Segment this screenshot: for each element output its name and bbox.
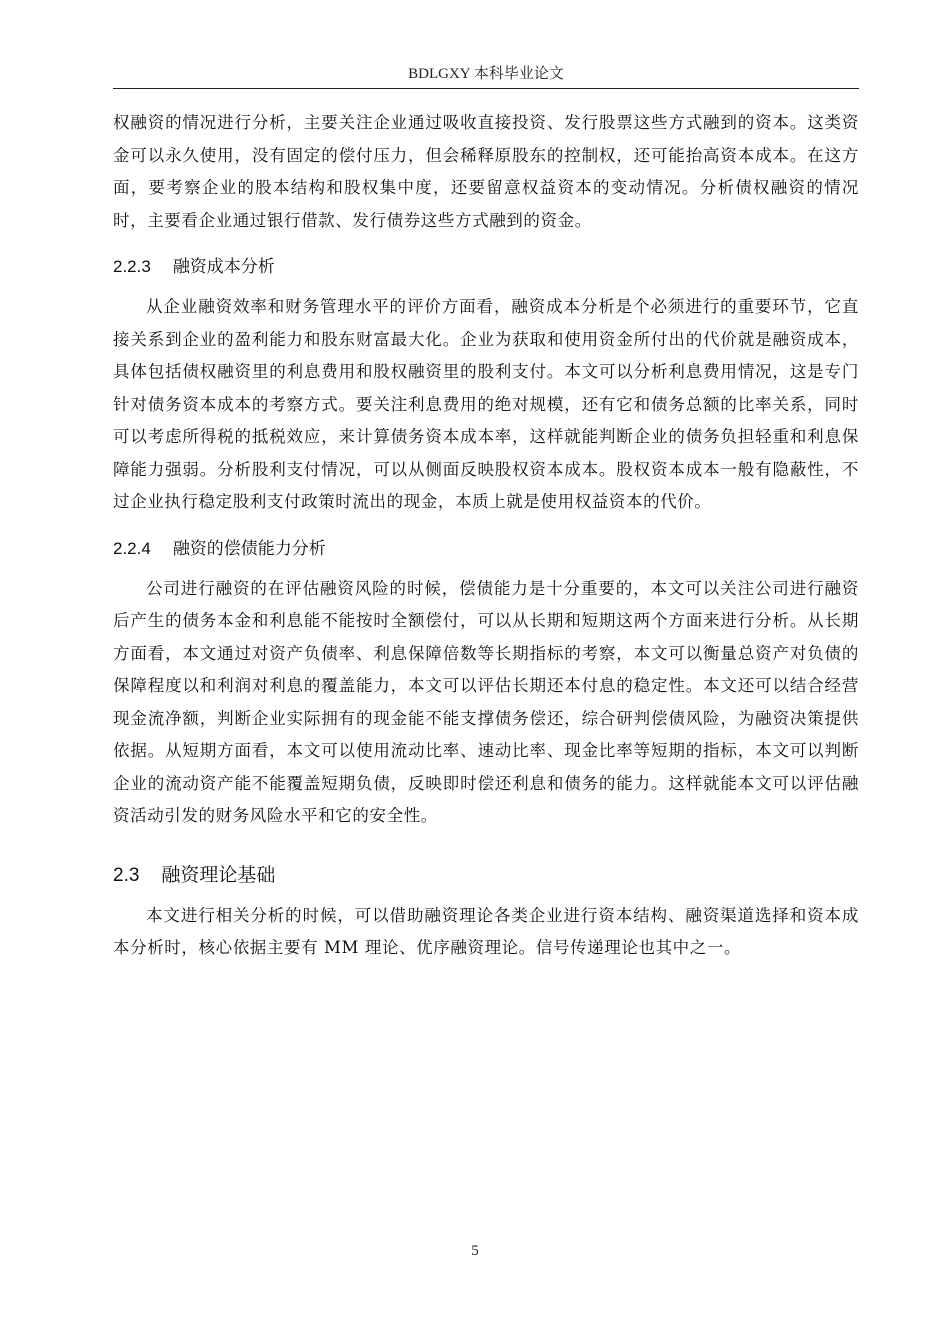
intro-paragraph: 权融资的情况进行分析，主要关注企业通过吸收直接投资、发行股票这些方式融到的资本。这类资金可以永久使用，没有固定的偿付压力，但会稀释原股东的控制权，还可能抬高资本成本。在这方面，要考察企业的股本结构和股权集中度，还要留意权益资本的变动情况。分析债权融资的情况时，主要看企业通过银行借款、发行债券这些方式融到的资金。 [113,113,859,230]
section-2-3-paragraph: 本文进行相关分析的时候，可以借助融资理论各类企业进行资本结构、融资渠道选择和资本成本分析时，核心依据主要有 MM 理论、优序融资理论。信号传递理论也其中之一。 [113,905,859,957]
section-2-2-4-paragraph: 公司进行融资的在评估融资风险的时候，偿债能力是十分重要的，本文可以关注公司进行融资后产生的债务本金和利息能不能按时全额偿付，可以从长期和短期这两个方面来进行分析。从长期方面看，本文通过对资产负债率、利息保障倍数等长期指标的考察，本文可以衡量总资产对负债的保障程度以和利润对利息的覆盖能力，本文可以评估长期还本付息的稳定性。本文还可以结合经营现金流净额，判断企业实际拥有的现金能不能支撑债务偿还，综合研判偿债风险，为融资决策提供依据。从短期方面看，本文可以使用流动比率、速动比率、现金比率等短期的指标，本文可以判断企业的流动资产能不能覆盖短期负债，反映即时偿还利息和债务的能力。这样就能本文可以评估融资活动引发的财务风险水平和它的安全性。 [113,578,859,825]
section-title: 融资成本分析 [172,257,275,277]
section-2-2-3-paragraph: 从企业融资效率和财务管理水平的评价方面看，融资成本分析是个必须进行的重要环节，它直接关系到企业的盈利能力和股东财富最大化。企业为获取和使用资金所付出的代价就是融资成本，具体包括债权融资里的利息费用和股权融资里的股利支付。本文可以分析利息费用情况，这是专门针对债务资本成本的考察方式。要关注利息费用的绝对规模，还有它和债务总额的比率关系，同时可以考虑所得税的抵税效应，来计算债务资本成本率，这样就能判断企业的债务负担轻重和利息保障能力强弱。分析股利支付情况，可以从侧面反映股权资本成本。股权资本成本一般有隐蔽性，不过企业执行稳定股利支付政策时流出的现金，本质上就是使用权益资本的代价。 [113,297,859,511]
section-heading-2-2-4 [113,536,859,562]
section-number: 2.3 [113,864,140,886]
section-number: 2.2.3 [113,257,151,276]
section-number: 2.2.4 [113,538,151,558]
section-title: 融资的偿债能力分析 [172,538,326,559]
section-heading-2-3 [113,861,859,890]
running-header: BDLGXY 本科毕业论文 [408,66,564,82]
section-title: 融资理论基础 [161,863,276,886]
section-heading-2-2-3 [113,254,859,280]
header-divider [113,88,859,89]
page-number: 5 [471,1243,479,1259]
page-content [113,107,859,965]
